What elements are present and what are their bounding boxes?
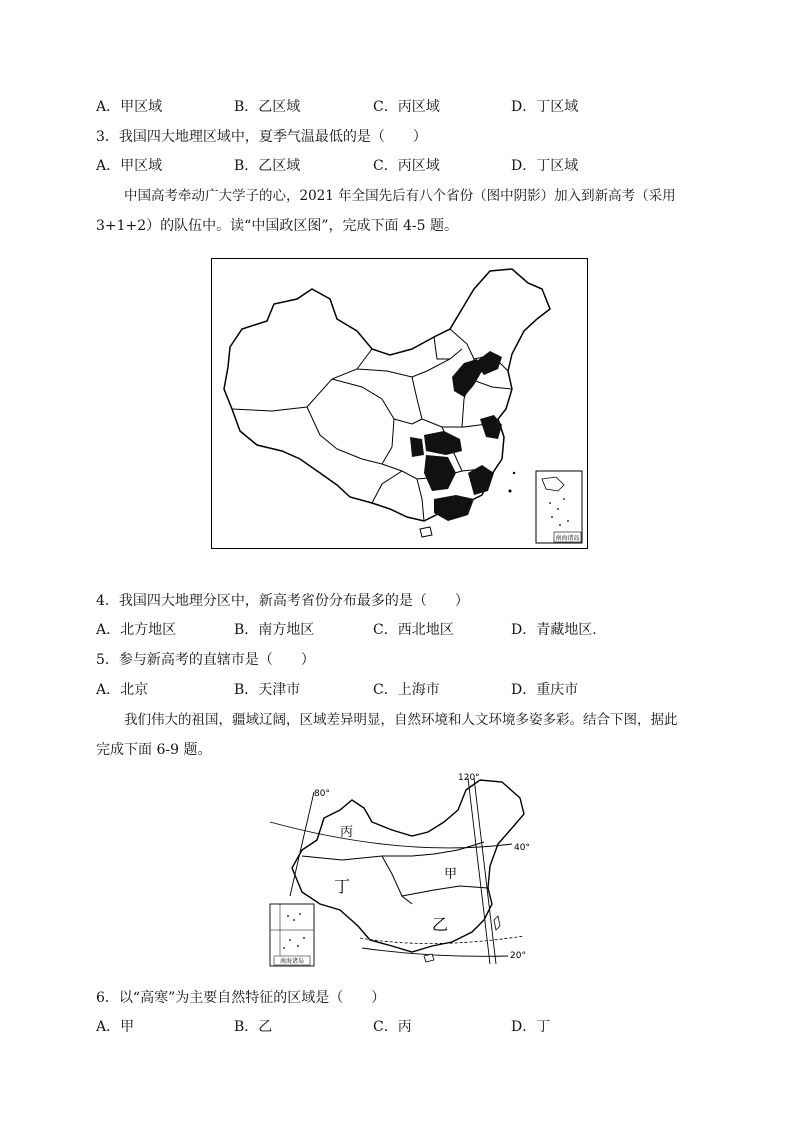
- china-political-map: [211, 258, 588, 549]
- q5-option-c: C．上海市: [373, 682, 440, 698]
- q5-option-b: B．天津市: [234, 682, 301, 698]
- q6-option-b: B．乙: [234, 1019, 273, 1035]
- q3-option-b: B．乙区域: [234, 158, 301, 174]
- shaded-province-chongqing: [410, 437, 424, 457]
- map2-inset-caption: 南海诸岛: [279, 958, 305, 965]
- china-regions-map: [262, 770, 542, 970]
- parallel-20: [362, 948, 508, 956]
- q3-option-a: A．甲区域: [96, 158, 163, 174]
- q6-stem: 6．以“高寒”为主要自然特征的区域是（ ）: [96, 990, 386, 1006]
- passage2-line2: 完成下面 6-9 题。: [96, 742, 212, 758]
- q4-stem: 4．我国四大地理分区中，新高考省份分布最多的是（ ）: [96, 593, 469, 609]
- q2-option-a: A．甲区域: [96, 99, 163, 115]
- longitude-80-label: 80°: [314, 789, 330, 799]
- q4-option-a: A．北方地区: [96, 622, 177, 638]
- region-ding-label: 丁: [334, 877, 351, 896]
- q6-option-a: A．甲: [96, 1019, 135, 1035]
- passage2-line1: 我们伟大的祖国，疆域辽阔，区域差异明显，自然环境和人文环境多姿多彩。结合下图，据此: [124, 712, 678, 728]
- latitude-40-label: 40°: [514, 843, 530, 853]
- q2-option-d: D．丁区域: [511, 99, 579, 115]
- q5-stem: 5．参与新高考的直辖市是（ ）: [96, 652, 315, 668]
- china-map-graphic: [212, 259, 586, 547]
- longitude-120-label: 120°: [458, 773, 480, 783]
- shaded-province-guangdong: [434, 495, 474, 521]
- q3-option-c: C．丙区域: [373, 158, 440, 174]
- latitude-20-label: 20°: [510, 951, 526, 961]
- q4-option-c: C．西北地区: [373, 622, 454, 638]
- map1-inset-caption: 南海诸岛: [555, 535, 580, 542]
- q5-option-d: D．重庆市: [511, 682, 579, 698]
- region-bing-label: 丙: [340, 825, 354, 840]
- q6-option-c: C．丙: [373, 1019, 412, 1035]
- regions-map-graphic: [262, 770, 542, 970]
- passage1-line1: 中国高考牵动广大学子的心，2021 年全国先后有八个省份（图中阴影）加入到新高考（采用: [124, 188, 676, 204]
- q4-option-b: B．南方地区: [234, 622, 315, 638]
- passage1-line2: 3+1+2）的队伍中。读“中国政区图”，完成下面 4-5 题。: [96, 218, 458, 234]
- region-jia-label: 甲: [444, 867, 458, 882]
- region-yi-label: 乙: [432, 915, 449, 934]
- q2-option-b: B．乙区域: [234, 99, 301, 115]
- q4-option-d: D．青藏地区.: [511, 622, 597, 638]
- q6-option-d: D．丁: [511, 1019, 551, 1035]
- q5-option-a: A．北京: [96, 682, 149, 698]
- q2-option-c: C．丙区域: [373, 99, 440, 115]
- q3-option-d: D．丁区域: [511, 158, 579, 174]
- q3-stem: 3．我国四大地理区域中，夏季气温最低的是（ ）: [96, 129, 427, 145]
